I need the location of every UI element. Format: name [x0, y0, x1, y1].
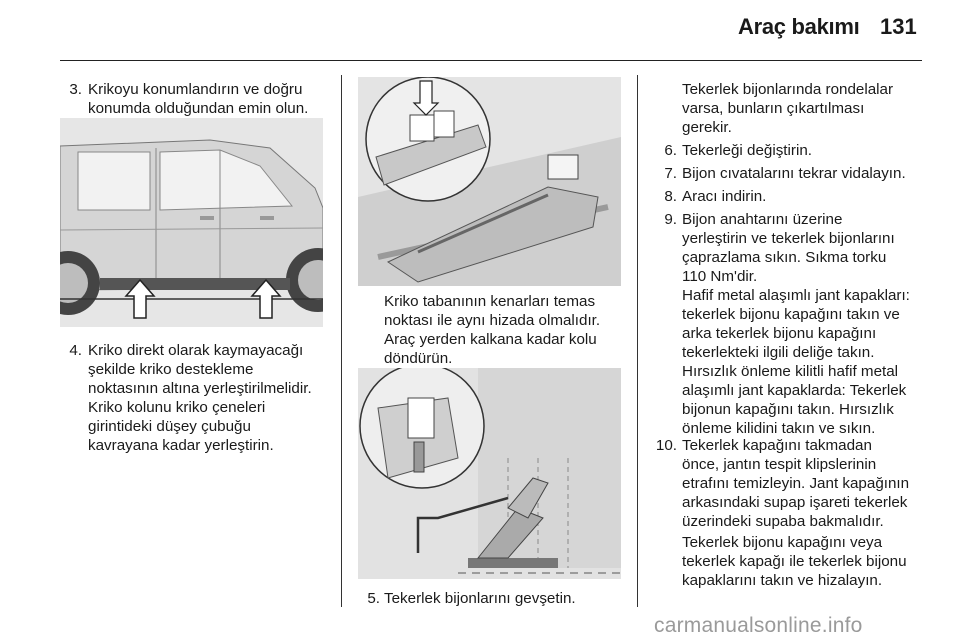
step-9-line-1: Bijon anahtarını üzerine	[682, 211, 843, 228]
van-jack-points-illustration	[60, 118, 323, 327]
jack-raising-wheel-illustration	[358, 368, 621, 579]
step-7-text: Bijon cıvatalarını tekrar vidalayın.	[682, 165, 906, 182]
jack-head-closeup-illustration	[358, 77, 621, 286]
theft-note-line-3: bijonun kapağını takın. Hırsızlık	[682, 401, 894, 418]
step-10-line-4: arkasındaki supap işareti tekerlek	[682, 494, 908, 511]
alloy-note-line-2: tekerlek bijonu kapağını takın ve	[682, 306, 900, 323]
step-4-line-3: noktasının altına yerleştirilmelidir.	[88, 380, 312, 397]
step-8-number: 8.	[664, 188, 677, 205]
column-divider-1	[341, 75, 342, 607]
theft-note-line-1: Hırsızlık önleme kilitli hafif metal	[682, 363, 899, 380]
step-10-number: 10.	[655, 437, 677, 454]
alloy-note-line-3: arka tekerlek bijonu kapağını	[682, 325, 877, 342]
jack-caption-line-2: noktası ile aynı hizada olmalıdır.	[384, 312, 601, 329]
intro-line-3: gerekir.	[682, 119, 732, 136]
step-9-line-3: çaprazlama sıkın. Sıkma torku	[682, 249, 887, 266]
step-9-line-2: yerleştirin ve tekerlek bijonlarını	[682, 230, 895, 247]
header-rule	[60, 60, 922, 61]
page-title: Araç bakımı	[738, 14, 860, 39]
jack-caption-line-1: Kriko tabanının kenarları temas	[384, 293, 596, 310]
step-9-number: 9.	[664, 211, 677, 228]
step-6-number: 6.	[664, 142, 677, 159]
theft-note-line-2: alaşımlı jant kapaklarda: Tekerlek	[682, 382, 907, 399]
page-number: 131	[880, 14, 917, 39]
alloy-note-line-1: Hafif metal alaşımlı jant kapakları:	[682, 287, 910, 304]
intro-line-2: varsa, bunların çıkartılması	[682, 100, 865, 117]
step-3-line-2: konumda olduğundan emin olun.	[88, 100, 309, 117]
step-4-number: 4.	[69, 342, 82, 359]
watermark: carmanualsonline.info	[654, 614, 863, 637]
step-4-line-1: Kriko direkt olarak kaymayacağı	[88, 342, 304, 359]
cap-note-line-1: Tekerlek bijonu kapağını veya	[682, 534, 883, 551]
intro-line-1: Tekerlek bijonlarında rondelalar	[682, 81, 894, 98]
step-4-line-6: kavrayana kadar yerleştirin.	[88, 437, 274, 454]
cap-note-line-2: tekerlek kapağı ile tekerlek bijonu	[682, 553, 907, 570]
step-3-line-1: Krikoyu konumlandırın ve doğru	[88, 81, 303, 98]
column-divider-2	[637, 75, 638, 607]
step-10-line-1: Tekerlek kapağını takmadan	[682, 437, 872, 454]
step-9-line-4: 110 Nm'dir.	[682, 268, 758, 285]
step-4-line-4: Kriko kolunu kriko çeneleri	[88, 399, 266, 416]
step-3-number: 3.	[69, 81, 82, 98]
theft-note-line-4: önleme kilidini takın ve sıkın.	[682, 420, 876, 437]
step-7-number: 7.	[664, 165, 677, 182]
step-10-line-5: üzerindeki supaba bakmalıdır.	[682, 513, 884, 530]
step-5-number: 5.	[367, 590, 380, 607]
step-4-line-2: şekilde kriko destekleme	[88, 361, 254, 378]
step-6-text: Tekerleği değiştirin.	[682, 142, 812, 159]
jack-caption-line-4: döndürün.	[384, 350, 453, 367]
alloy-note-line-4: tekerlekteki ilgili deliğe takın.	[682, 344, 875, 361]
jack-caption-line-3: Araç yerden kalkana kadar kolu	[384, 331, 597, 348]
step-5-text: Tekerlek bijonlarını gevşetin.	[384, 590, 576, 607]
step-4-line-5: girintideki düşey çubuğu	[88, 418, 251, 435]
step-8-text: Aracı indirin.	[682, 188, 767, 205]
step-10-line-2: önce, jantın tespit klipslerinin	[682, 456, 877, 473]
step-10-line-3: etrafını temizleyin. Jant kapağının	[682, 475, 910, 492]
cap-note-line-3: kapaklarını takın ve hizalayın.	[682, 572, 883, 589]
